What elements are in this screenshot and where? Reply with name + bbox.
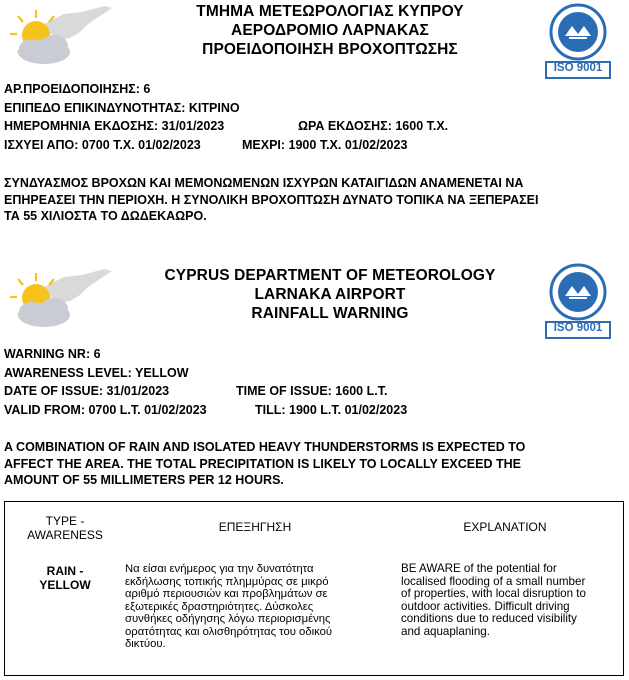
weather-logo-icon — [4, 2, 116, 74]
table-cell-english: BE AWARE of the potential for localised flooding of a small number of properties, with local disruption to outdoor activities. Difficult driving conditions due to reduced visibility and aquaplaning. — [401, 562, 586, 638]
valid-till: ΜΕΧΡΙ: 1900 Τ.Χ. 01/02/2023 — [242, 137, 408, 152]
message-line: ΣΥΝΔΥΑΣΜΟΣ ΒΡΟΧΩΝ ΚΑΙ ΜΕΜΟΝΩΜΕΝΩΝ ΙΣΧΥΡΩΝ ΚΑΤΑΙΓΙΔΩΝ ΑΝΑΜΕΝΕΤΑΙ ΝΑ — [4, 176, 524, 190]
header-line: CYPRUS DEPARTMENT OF METEOROLOGY — [164, 267, 496, 284]
table-header-greek: ΕΠΕΞΗΓΗΣΗ — [218, 520, 292, 534]
message-line: AMOUNT OF 55 MILLIMETERS PER 12 HOURS. — [4, 473, 284, 487]
date-of-issue: ΗΜΕΡΟΜΗΝΙΑ ΕΚΔΟΣΗΣ: 31/01/2023 — [4, 119, 225, 133]
table-header-type: TYPE - AWARENESS — [27, 514, 103, 542]
message-line: AFFECT THE AREA. THE TOTAL PRECIPITATION IS LIKELY TO LOCALLY EXCEED THE — [4, 456, 521, 471]
header-line: ΤΜΗΜΑ ΜΕΤΕΩΡΟΛΟΓΙΑΣ ΚΥΠΡΟΥ — [196, 3, 464, 20]
message-line: A COMBINATION OF RAIN AND ISOLATED HEAVY THUNDERSTORMS IS EXPECTED TO — [4, 440, 526, 454]
date-of-issue: DATE OF ISSUE: 31/01/2023 — [4, 384, 170, 398]
english-info-block — [4, 345, 408, 419]
valid-from: ΙΣΧΥΕΙ ΑΠΟ: 0700 Τ.Χ. 01/02/2023 — [4, 137, 201, 152]
header-line: LARNAKA AIRPORT — [254, 286, 406, 303]
english-header — [130, 266, 530, 323]
message-line: ΕΠΗΡΕΑΣΕΙ ΤΗΝ ΠΕΡΙΟΧΗ. Η ΣΥΝΟΛΙΚΗ ΒΡΟΧΟΠΤΩΣΗ ΔΥΝΑΤΟ ΤΟΠΙΚΑ ΝΑ ΞΕΠΕΡΑΣΕΙ — [4, 192, 539, 207]
valid-till: TILL: 1900 L.T. 01/02/2023 — [255, 402, 408, 417]
english-message — [4, 439, 614, 489]
table-row-type: RAIN - YELLOW — [39, 564, 91, 592]
message-line: ΤΑ 55 ΧΙΛΙΟΣΤΑ ΤΟ ΔΩΔΕΚΑΩΡΟ. — [4, 209, 207, 223]
iso-badge-text: ISO 9001 — [553, 322, 603, 334]
greek-info-block — [4, 80, 449, 154]
time-of-issue: TIME OF ISSUE: 1600 L.T. — [236, 384, 388, 398]
header-line: ΠΡΟΕΙΔΟΠΟΙΗΣΗ ΒΡΟΧΟΠΤΩΣΗΣ — [202, 41, 458, 58]
table-header-english: EXPLANATION — [463, 520, 547, 534]
warning-number: WARNING NR: 6 — [4, 347, 101, 361]
table-cell-greek: Να είσαι ενήμερος για την δυνατότητα εκδήλωσης τοπικής πλημμύρας σε μικρό αριθμό περιουσιών και προβλημάτων σε εξωτερικές δραστηριότητες. Δύσκολες συνθήκες οδήγησης λόγω περιορισμένης ορατότητας και ολισθηρότητας του οδικού δικτύου. — [125, 563, 333, 650]
time-of-issue: ΩΡΑ ΕΚΔΟΣΗΣ: 1600 Τ.Χ. — [298, 119, 449, 133]
greek-message — [4, 175, 614, 225]
warning-number: ΑΡ.ΠΡΟΕΙΔΟΠΟΙΗΣΗΣ: 6 — [4, 82, 151, 96]
iso-badge-text: ISO 9001 — [553, 62, 603, 74]
weather-logo-icon — [4, 265, 116, 337]
greek-header — [130, 2, 530, 59]
valid-from: VALID FROM: 0700 L.T. 01/02/2023 — [4, 402, 207, 417]
awareness-table — [4, 501, 624, 676]
header-line: RAINFALL WARNING — [251, 305, 409, 322]
header-line: ΑΕΡΟΔΡΟΜΙΟ ΛΑΡΝΑΚΑΣ — [231, 22, 429, 39]
awareness-level: ΕΠΙΠΕΔΟ ΕΠΙΚΙΝΔΥΝΟΤΗΤΑΣ: ΚΙΤΡΙΝΟ — [4, 100, 240, 115]
awareness-level: AWARENESS LEVEL: YELLOW — [4, 365, 189, 380]
